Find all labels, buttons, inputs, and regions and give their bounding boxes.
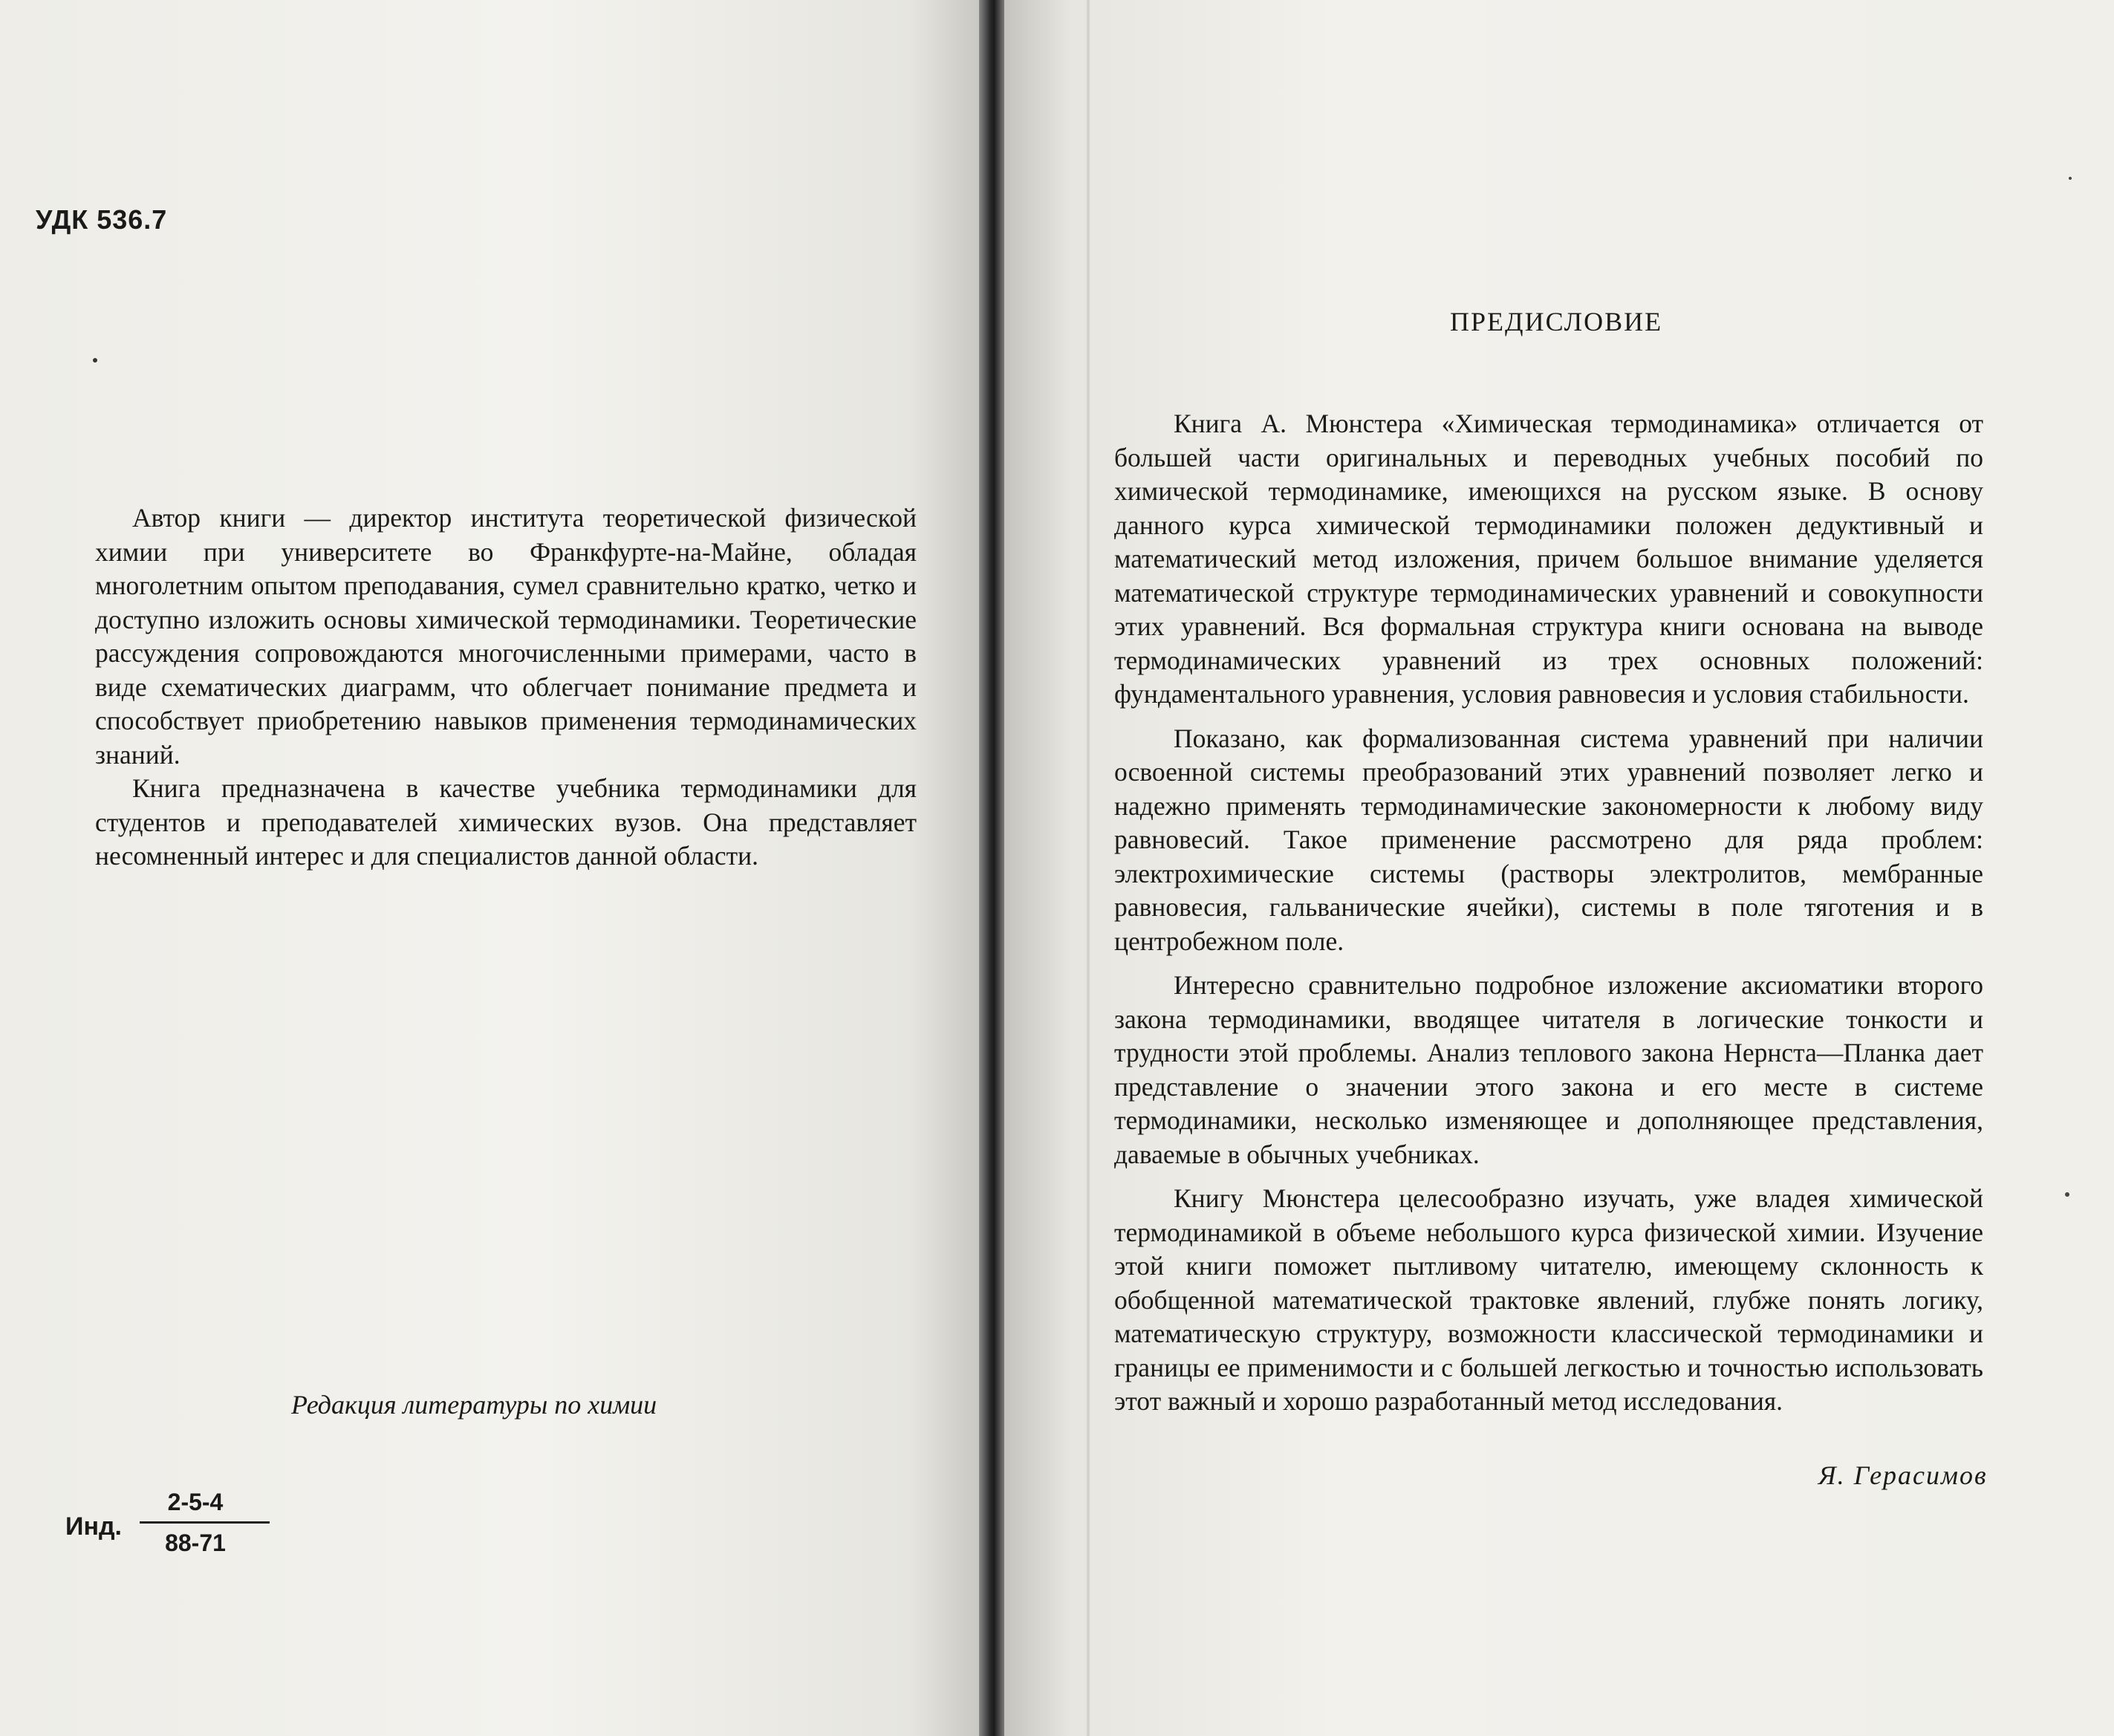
index-numerator: 2-5-4	[167, 1489, 224, 1515]
print-dot	[93, 358, 97, 363]
fraction-bar	[140, 1521, 270, 1524]
index-label: Инд.	[65, 1512, 123, 1541]
book-gutter	[979, 0, 1004, 1736]
left-page	[0, 0, 979, 1736]
preface-paragraph: Книгу Мюнстера целесообразно изучать, уже владея химической термодинамикой в объеме небольшого курса физической химии. Изучение этой книги поможет пытливому читателю, имеющему склонность к обобщенной математической трактовке явлений, глубже понять логику, математическую структуру, возможности классической термодинамики и границы ее применимости и с большей легкостью и точностью использовать этот важный и хорошо разработанный метод исследования.	[1114, 1183, 1983, 1416]
preface-paragraph: Книга А. Мюнстера «Химическая термодинамика» отличается от большей части оригинальных и переводных учебных пособий по химической термодинамике, имеющихся на русском языке. В основу данного курса химической термодинамики положен дедуктивный и математический метод изложения, причем большое внимание уделяется математической структуре термодинамических уравнений и совокупности этих уравнений. Вся формальная структура книги основана на выводе термодинамических уравнений из трех основных положений: фундаментального уравнения, условия равновесия и условия стабильности.	[1114, 409, 1983, 709]
preface-body	[1114, 407, 1983, 1429]
udk-code: УДК 536.7	[36, 204, 168, 235]
editorial-note: Редакция литературы по химии	[291, 1390, 657, 1420]
book-abstract	[95, 501, 917, 874]
index-fraction	[140, 1487, 251, 1558]
abstract-paragraph: Автор книги — директор института теоретической физической химии при университете во Франкфурте-на-Майне, обладая многолетним опытом преподавания, сумел сравнительно кратко, четко и доступно изложить основы химической термодинамики. Теоретические рассуждения сопровождаются многочисленными примерами, часто в виде схематических диаграмм, что облегчает понимание предмета и способствует приобретению навыков применения термодинамических знаний.	[95, 503, 917, 770]
preface-paragraph: Интересно сравнительно подробное изложение аксиоматики второго закона термодинамики, вводящее читателя в логические тонкости и трудности этой проблемы. Анализ теплового закона Нернста—Планка дает представление о значении этого закона и его месте в системе термодинамики, несколько изменяющее и дополняющее представления, даваемые в обычных учебниках.	[1114, 970, 1983, 1169]
preface-signature: Я. Герасимов	[1818, 1460, 1988, 1490]
preface-paragraph: Показано, как формализованная система уравнений при наличии освоенной системы преобразований этих уравнений позволяет легко и надежно применять термодинамические закономерности к любому виду равновесий. Такое применение рассмотрено для ряда проблем: электрохимические системы (растворы электролитов, мембранные равновесия, гальванические ячейки), системы в поле тяготения и в центробежном поле.	[1114, 723, 1983, 956]
index-denominator: 88-71	[165, 1529, 226, 1556]
abstract-paragraph: Книга предназначена в качестве учебника термодинамики для студентов и преподавателей химических вузов. Она представляет несомненный интерес и для специалистов данной области.	[95, 773, 917, 871]
scan-speck	[2069, 177, 2072, 180]
preface-title: ПРЕДИСЛОВИЕ	[1450, 307, 1663, 337]
page-fold	[1086, 0, 1090, 1736]
scan-speck	[2065, 1192, 2069, 1197]
